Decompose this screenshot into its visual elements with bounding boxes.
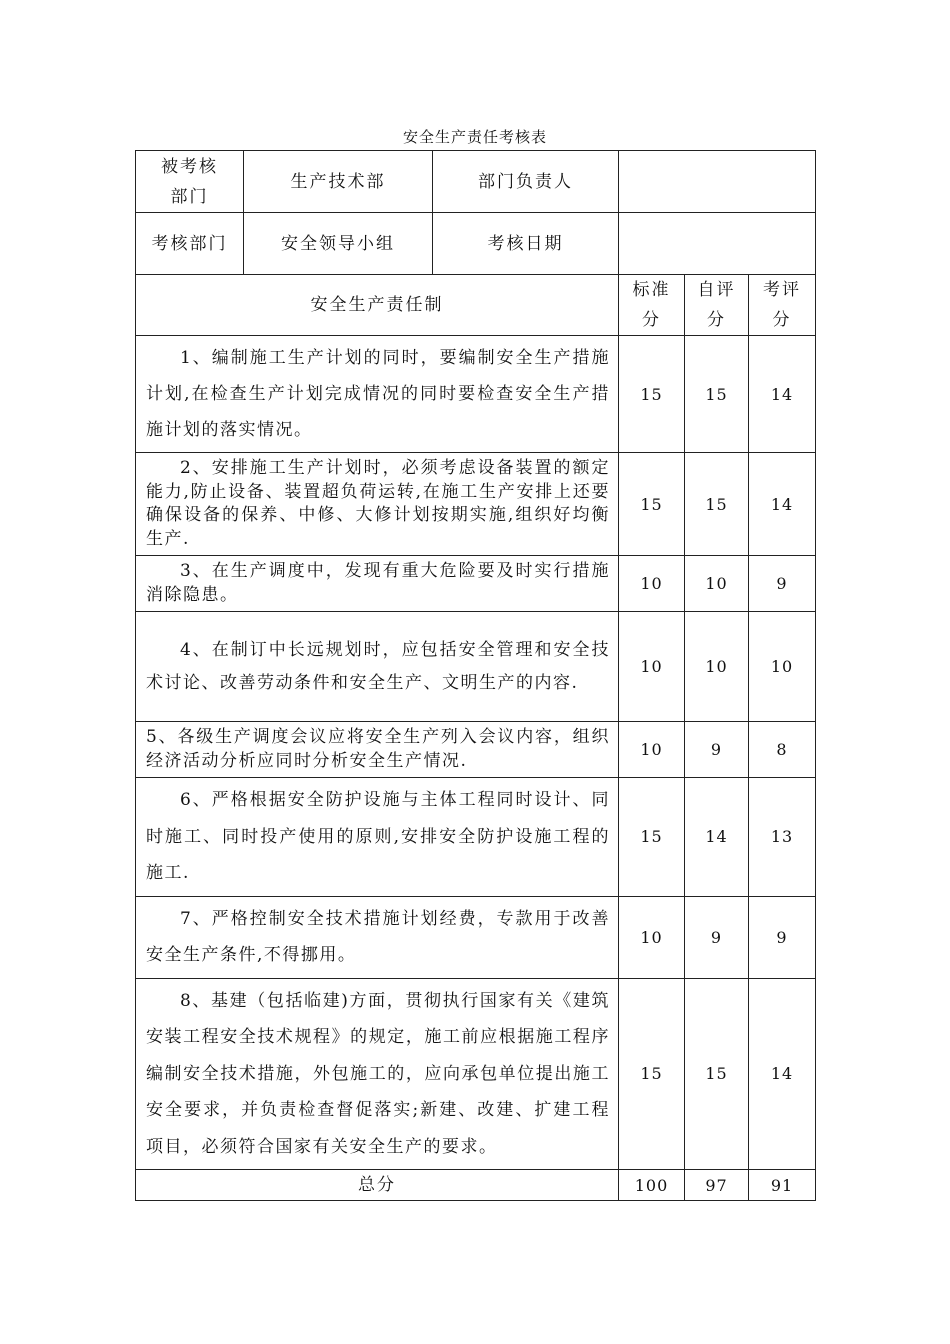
col-review-score: 考评分 xyxy=(749,275,816,336)
self-score: 15 xyxy=(685,453,749,556)
col-self-score: 自评分 xyxy=(685,275,749,336)
standard-score: 10 xyxy=(619,556,685,612)
item-text: 8、基建（包括临建)方面，贯彻执行国家有关《建筑安装工程安全技术规程》的规定，施工前应根据施工程序编制安全技术措施，外包施工的，应向承包单位提出施工安全要求，并负责检查督促落实;新建、改建、扩建工程项目，必须符合国家有关安全生产的要求。 xyxy=(136,978,619,1170)
total-label: 总分 xyxy=(136,1170,619,1201)
assessor-value: 安全领导小组 xyxy=(244,213,433,275)
review-score: 14 xyxy=(749,336,816,453)
item-text: 2、安排施工生产计划时，必须考虑设备装置的额定能力,防止设备、装置超负荷运转,在施工生产安排上还要确保设备的保养、中修、大修计划按期实施,组织好均衡生产. xyxy=(136,453,619,556)
item-text: 6、严格根据安全防护设施与主体工程同时设计、同时施工、同时投产使用的原则,安排安全防护设施工程的施工. xyxy=(136,778,619,897)
date-value xyxy=(619,213,816,275)
review-score: 13 xyxy=(749,778,816,897)
table-row xyxy=(136,978,816,1170)
self-score: 9 xyxy=(685,896,749,978)
total-self: 97 xyxy=(685,1170,749,1201)
assessed-dept-label: 被考核部门 xyxy=(136,151,244,213)
self-score: 10 xyxy=(685,556,749,612)
col-responsibility: 安全生产责任制 xyxy=(136,275,619,336)
total-row xyxy=(136,1170,816,1201)
item-text: 5、各级生产调度会议应将安全生产列入会议内容，组织经济活动分析应同时分析安全生产情况. xyxy=(136,722,619,778)
review-score: 9 xyxy=(749,556,816,612)
review-score: 10 xyxy=(749,612,816,722)
assessor-label: 考核部门 xyxy=(136,213,244,275)
self-score: 10 xyxy=(685,612,749,722)
date-label: 考核日期 xyxy=(433,213,619,275)
table-row xyxy=(136,336,816,453)
standard-score: 15 xyxy=(619,336,685,453)
table-row xyxy=(136,453,816,556)
self-score: 14 xyxy=(685,778,749,897)
table-row xyxy=(136,556,816,612)
dept-head-value xyxy=(619,151,816,213)
total-standard: 100 xyxy=(619,1170,685,1201)
standard-score: 15 xyxy=(619,778,685,897)
item-text: 7、严格控制安全技术措施计划经费，专款用于改善安全生产条件,不得挪用。 xyxy=(136,896,619,978)
table-row xyxy=(136,778,816,897)
review-score: 8 xyxy=(749,722,816,778)
standard-score: 15 xyxy=(619,978,685,1170)
item-text: 1、编制施工生产计划的同时，要编制安全生产措施计划,在检查生产计划完成情况的同时要检查安全生产措施计划的落实情况。 xyxy=(136,336,619,453)
dept-head-label: 部门负责人 xyxy=(433,151,619,213)
column-header-row xyxy=(136,275,816,336)
item-text: 3、在生产调度中，发现有重大危险要及时实行措施消除隐患。 xyxy=(136,556,619,612)
table-row xyxy=(136,612,816,722)
table-row xyxy=(136,722,816,778)
header-row-dept xyxy=(136,151,816,213)
self-score: 9 xyxy=(685,722,749,778)
total-review: 91 xyxy=(749,1170,816,1201)
assessment-table xyxy=(135,150,816,1201)
standard-score: 10 xyxy=(619,896,685,978)
standard-score: 10 xyxy=(619,722,685,778)
review-score: 14 xyxy=(749,978,816,1170)
review-score: 14 xyxy=(749,453,816,556)
col-standard-score: 标准分 xyxy=(619,275,685,336)
standard-score: 15 xyxy=(619,453,685,556)
assessed-dept-value: 生产技术部 xyxy=(244,151,433,213)
review-score: 9 xyxy=(749,896,816,978)
document-title: 安全生产责任考核表 xyxy=(402,128,547,146)
item-text: 4、在制订中长远规划时，应包括安全管理和安全技术讨论、改善劳动条件和安全生产、文明生产的内容. xyxy=(136,612,619,722)
table-row xyxy=(136,896,816,978)
self-score: 15 xyxy=(685,336,749,453)
standard-score: 10 xyxy=(619,612,685,722)
header-row-assessor xyxy=(136,213,816,275)
self-score: 15 xyxy=(685,978,749,1170)
